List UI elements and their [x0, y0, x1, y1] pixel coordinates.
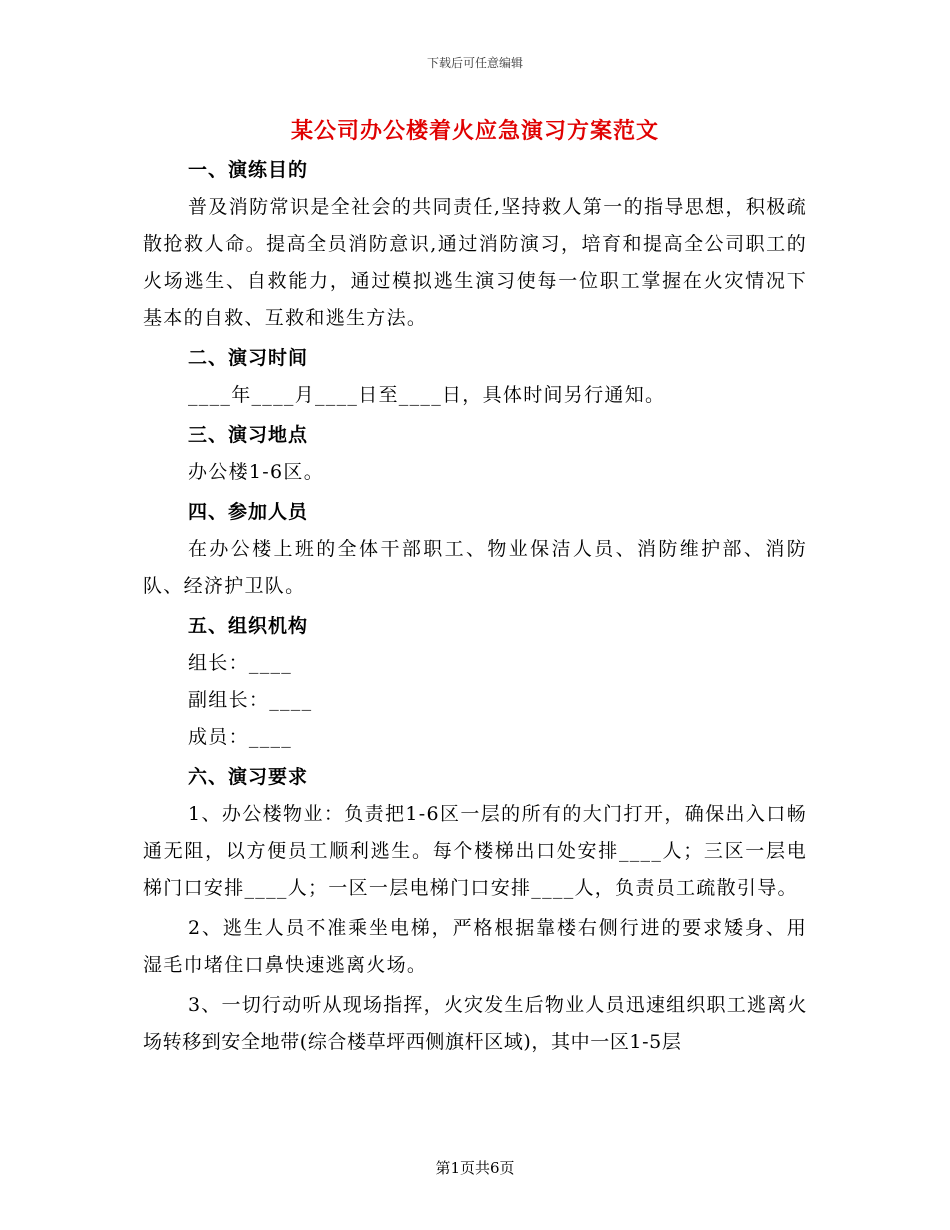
page-footer: 第1页共6页: [435, 1159, 515, 1177]
section-heading: 三、演习地点: [188, 424, 309, 446]
paragraph: 办公楼1-6区。: [188, 461, 324, 483]
org-line-leader: 组长：____: [188, 652, 293, 674]
paragraph: 1、办公楼物业：负责把1-6区一层的所有的大门打开，确保出入口畅通无阻，以方便员工顺利逃生。每个楼梯出口处安排____人；三区一层电梯门口安排____人；一区一层电梯门口安排____人，负责员工疏散引导。: [143, 803, 807, 899]
paragraph: 普及消防常识是全社会的共同责任,坚持救人第一的指导思想，积极疏散抢救人命。提高全员消防意识,通过消防演习，培育和提高全公司职工的火场逃生、自救能力，通过模拟逃生演习使每一位职工掌握在火灾情况下基本的自救、互救和逃生方法。: [143, 196, 807, 329]
paragraph: 在办公楼上班的全体干部职工、物业保洁人员、消防维护部、消防队、经济护卫队。: [143, 538, 807, 597]
org-line-deputy: 副组长：____: [188, 689, 313, 711]
section-heading: 五、组织机构: [188, 615, 309, 637]
section-heading: 四、参加人员: [188, 501, 309, 523]
section-heading: 二、演习时间: [188, 347, 309, 369]
paragraph: 3、一切行动听从现场指挥，火灾发生后物业人员迅速组织职工逃离火场转移到安全地带(综合楼草坪西侧旗杆区域)，其中一区1-5层: [143, 994, 807, 1053]
section-heading: 一、演练目的: [188, 159, 309, 181]
document-body: [143, 152, 807, 1061]
paragraph: ____年____月____日至____日，具体时间另行通知。: [188, 384, 666, 406]
org-line-members: 成员：____: [188, 726, 293, 748]
paragraph: 2、逃生人员不准乘坐电梯，严格根据靠楼右侧行进的要求矮身、用湿毛巾堵住口鼻快速逃离火场。: [143, 917, 807, 976]
document-title: 某公司办公楼着火应急演习方案范文: [290, 118, 659, 144]
section-heading: 六、演习要求: [188, 766, 309, 788]
header-note: 下载后可任意编辑: [426, 56, 523, 70]
